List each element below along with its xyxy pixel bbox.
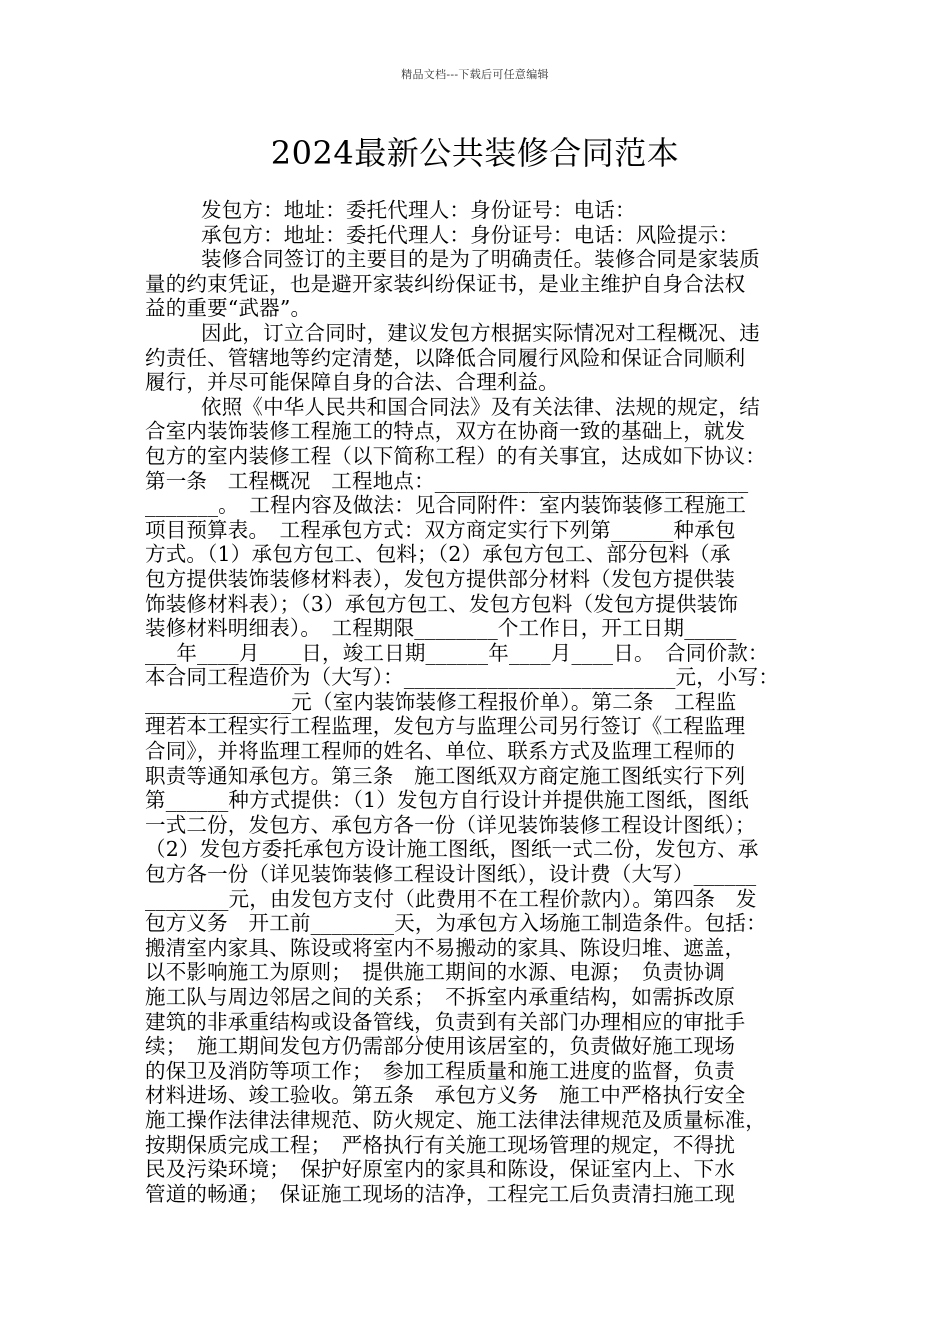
text-line: 装修材料明细表）。 工程期限________个工作日，开工日期_____ [145, 616, 737, 641]
text-line: 益的重要“武器”。 [145, 296, 312, 321]
text-line: 以不影响施工为原则； 提供施工期间的水源、电源； 负责协调 [145, 960, 725, 985]
text-line: 材料进场、竣工验收。第五条 承包方义务 施工中严格执行安全 [145, 1083, 746, 1108]
text-line: 合同》，并将监理工程师的姓名、单位、联系方式及监理工程师的 [145, 739, 736, 764]
text-line: 本合同工程造价为（大写）：__________________________元，小写： [145, 665, 780, 690]
text-line: ______________元（室内装饰装修工程报价单）。第二条 工程监 [145, 689, 737, 714]
text-line: （2）发包方委托承包方设计施工图纸，图纸一式二份，发包方、承 [145, 837, 759, 862]
text-line: 管道的畅通； 保证施工现场的洁净，工程完工后负责清扫施工现 [145, 1181, 736, 1206]
text-line: 项目预算表。 工程承包方式：双方商定实行下列第______种承包 [145, 517, 736, 542]
text-line: 施工队与周边邻居之间的关系； 不拆室内承重结构，如需拆改原 [145, 985, 736, 1009]
text-line: 包方各一份（详见装饰装修工程设计图纸），设计费（大写）______ [145, 862, 757, 887]
text-line: 按期保质完成工程； 严格执行有关施工现场管理的规定，不得扰 [145, 1132, 736, 1157]
text-line: 第______种方式提供：（1）发包方自行设计并提供施工图纸，图纸 [145, 788, 749, 813]
text-line: _______。 工程内容及做法：见合同附件：室内装饰装修工程施工 [145, 493, 747, 518]
text-line: ________元，由发包方支付（此费用不在工程价款内）。第四条 发 [145, 886, 757, 911]
document-title: 2024最新公共装修合同范本 [270, 134, 680, 172]
text-line: 第一条 工程概况 工程地点：______________________________ [145, 468, 749, 493]
text-line: 搬清室内家具、陈设或将室内不易搬动的家具、陈设归堆、遮盖， [145, 935, 746, 960]
text-line: 饰装修材料表）；（3）承包方包工、发包方包料（发包方提供装饰 [145, 591, 739, 616]
text-line: 一式二份，发包方、承包方各一份（详见装饰装修工程设计图纸）； [145, 812, 756, 837]
text-line: 施工操作法律法律规范、防火规定、施工法律法律规范及质量标准， [145, 1107, 766, 1132]
page-header: 精品文档---下载后可任意编辑 [401, 68, 549, 81]
text-line: 续； 施工期间发包方仍需部分使用该居室的，负责做好施工现场 [145, 1034, 736, 1059]
text-line: 民及污染环境； 保护好原室内的家具和陈设，保证室内上、下水 [145, 1157, 736, 1182]
text-line: 因此，订立合同时，建议发包方根据实际情况对工程概况、违 [201, 320, 760, 345]
document-body [145, 198, 805, 1206]
text-line: 包方提供装饰装修材料表），发包方提供部分材料（发包方提供装 [145, 566, 736, 591]
text-line: 职责等通知承包方。第三条 施工图纸双方商定施工图纸实行下列 [145, 763, 746, 788]
text-line: 约责任、管辖地等约定清楚，以降低合同履行风险和保证合同顺利 [145, 345, 746, 370]
text-line: ___年____月____日，竣工日期______年____月____日。 合同价款： [145, 640, 769, 665]
text-line: 方式。（1）承包方包工、包料；（2）承包方包工、部分包料（承 [145, 542, 731, 567]
text-line: 发包方：地址：委托代理人：身份证号：电话： [201, 198, 636, 222]
text-line: 包方的室内装修工程（以下简称工程）的有关事宜，达成如下协议： [145, 443, 766, 468]
text-line: 依照《中华人民共和国合同法》及有关法律、法规的规定，结 [201, 394, 760, 419]
text-line: 建筑的非承重结构或设备管线，负责到有关部门办理相应的审批手 [145, 1009, 746, 1034]
text-line: 履行，并尽可能保障自身的合法、合理利益。 [145, 370, 559, 395]
text-line: 的保卫及消防等项工作； 参加工程质量和施工进度的监督，负责 [145, 1058, 736, 1083]
text-line: 承包方：地址：委托代理人：身份证号：电话：风险提示： [201, 222, 740, 247]
text-line: 量的约束凭证，也是避开家装纠纷保证书，是业主维护自身合法权 [145, 271, 746, 296]
text-line: 合室内装饰装修工程施工的特点，双方在协商一致的基础上，就发 [145, 419, 746, 444]
text-line: 装修合同签订的主要目的是为了明确责任。装修合同是家装质 [201, 247, 760, 272]
text-line: 理若本工程实行工程监理，发包方与监理公司另行签订《工程监理 [145, 714, 746, 739]
text-line: 包方义务 开工前________天，为承包方入场施工制造条件。包括： [145, 911, 767, 936]
